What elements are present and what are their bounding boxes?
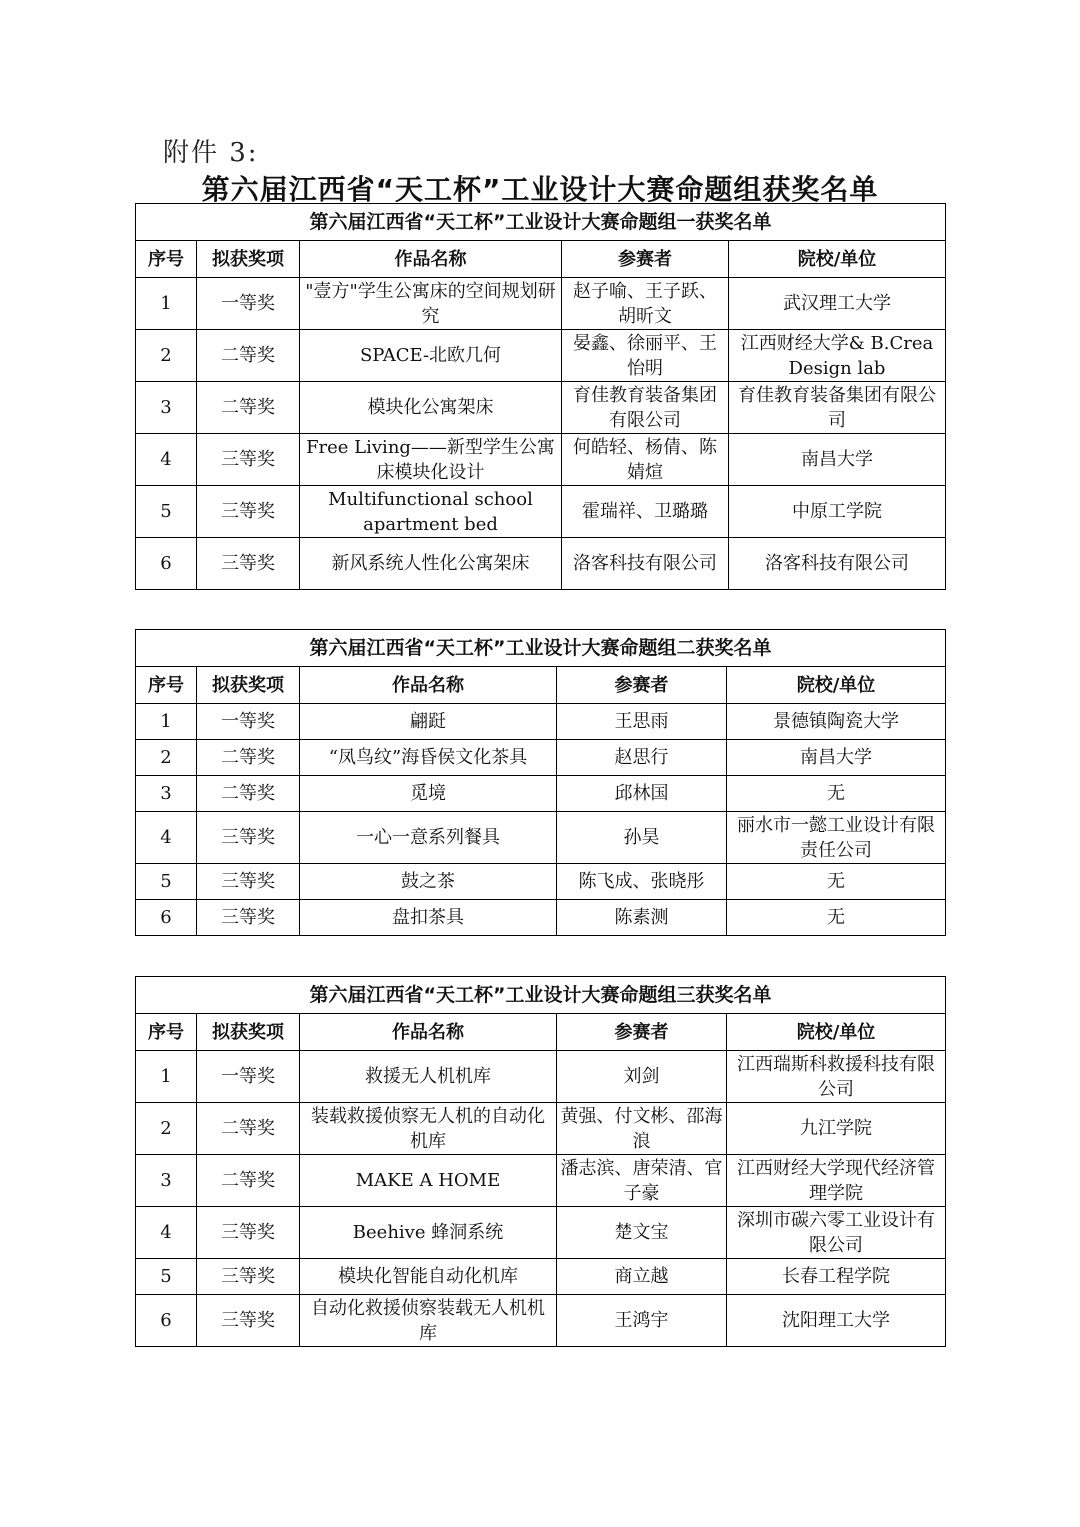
header-index: 序号: [136, 1014, 197, 1051]
cell-award: 二等奖: [197, 330, 300, 382]
table-caption: 第六届江西省“天工杯”工业设计大赛命题组二获奖名单: [136, 630, 946, 667]
cell-participants: 霍瑞祥、卫璐璐: [562, 486, 729, 538]
header-award: 拟获奖项: [197, 241, 300, 278]
table-row: [136, 1155, 946, 1207]
table-row: [136, 740, 946, 776]
cell-award: 三等奖: [197, 864, 300, 900]
cell-award: 三等奖: [197, 486, 300, 538]
cell-institution: 丽水市一懿工业设计有限责任公司: [727, 812, 946, 864]
cell-work: Free Living——新型学生公寓床模块化设计: [300, 434, 562, 486]
cell-participants: 洛客科技有限公司: [562, 538, 729, 590]
cell-index: 1: [136, 278, 197, 330]
table-caption: 第六届江西省“天工杯”工业设计大赛命题组一获奖名单: [136, 204, 946, 241]
cell-participants: 育佳教育装备集团有限公司: [562, 382, 729, 434]
cell-participants: 黄强、付文彬、邵海浪: [557, 1103, 727, 1155]
award-table-group-2: [135, 629, 946, 936]
cell-index: 6: [136, 1295, 197, 1347]
cell-work: 模块化公寓架床: [300, 382, 562, 434]
cell-work: 救援无人机机库: [300, 1051, 557, 1103]
table-row: [136, 486, 946, 538]
table-header-row: [136, 1014, 946, 1051]
table-row: [136, 330, 946, 382]
cell-work: 翩跹: [300, 704, 557, 740]
cell-index: 4: [136, 1207, 197, 1259]
cell-award: 一等奖: [197, 278, 300, 330]
cell-institution: 沈阳理工大学: [727, 1295, 946, 1347]
header-work: 作品名称: [300, 667, 557, 704]
cell-participants: 楚文宝: [557, 1207, 727, 1259]
cell-work: 一心一意系列餐具: [300, 812, 557, 864]
cell-award: 二等奖: [197, 1103, 300, 1155]
cell-award: 三等奖: [197, 1207, 300, 1259]
cell-work: Beehive 蜂洞系统: [300, 1207, 557, 1259]
cell-award: 三等奖: [197, 434, 300, 486]
cell-institution: 无: [727, 864, 946, 900]
award-table-group-1: [135, 203, 946, 590]
cell-index: 4: [136, 812, 197, 864]
cell-index: 3: [136, 1155, 197, 1207]
cell-award: 三等奖: [197, 900, 300, 936]
cell-work: 自动化救援侦察装载无人机机库: [300, 1295, 557, 1347]
cell-award: 二等奖: [197, 776, 300, 812]
cell-work: "壹方"学生公寓床的空间规划研究: [300, 278, 562, 330]
table-row: [136, 1103, 946, 1155]
table-row: [136, 1259, 946, 1295]
header-index: 序号: [136, 241, 197, 278]
cell-work: 装载救援侦察无人机的自动化机库: [300, 1103, 557, 1155]
table-header-row: [136, 667, 946, 704]
cell-award: 三等奖: [197, 538, 300, 590]
award-table-group-3: [135, 976, 946, 1347]
table-row: [136, 704, 946, 740]
cell-institution: 育佳教育装备集团有限公司: [729, 382, 946, 434]
cell-participants: 刘剑: [557, 1051, 727, 1103]
header-participants: 参赛者: [557, 1014, 727, 1051]
cell-work: SPACE-北欧几何: [300, 330, 562, 382]
cell-institution: 长春工程学院: [727, 1259, 946, 1295]
cell-index: 4: [136, 434, 197, 486]
cell-institution: 九江学院: [727, 1103, 946, 1155]
header-participants: 参赛者: [557, 667, 727, 704]
table-row: [136, 1295, 946, 1347]
cell-index: 3: [136, 776, 197, 812]
cell-work: 鼓之茶: [300, 864, 557, 900]
header-institution: 院校/单位: [727, 1014, 946, 1051]
header-work: 作品名称: [300, 241, 562, 278]
cell-award: 二等奖: [197, 740, 300, 776]
table-row: [136, 538, 946, 590]
header-institution: 院校/单位: [727, 667, 946, 704]
cell-participants: 王思雨: [557, 704, 727, 740]
header-work: 作品名称: [300, 1014, 557, 1051]
attachment-label: 附件 3:: [163, 138, 259, 168]
cell-award: 一等奖: [197, 704, 300, 740]
cell-participants: 商立越: [557, 1259, 727, 1295]
cell-institution: 南昌大学: [727, 740, 946, 776]
cell-index: 2: [136, 1103, 197, 1155]
cell-work: 盘扣茶具: [300, 900, 557, 936]
table-row: [136, 434, 946, 486]
cell-index: 5: [136, 486, 197, 538]
cell-index: 6: [136, 900, 197, 936]
table-caption: 第六届江西省“天工杯”工业设计大赛命题组三获奖名单: [136, 977, 946, 1014]
cell-institution: 南昌大学: [729, 434, 946, 486]
cell-institution: 景德镇陶瓷大学: [727, 704, 946, 740]
cell-index: 2: [136, 330, 197, 382]
cell-participants: 赵子喻、王子跃、胡昕文: [562, 278, 729, 330]
header-award: 拟获奖项: [197, 667, 300, 704]
table-row: [136, 382, 946, 434]
cell-award: 三等奖: [197, 1259, 300, 1295]
cell-institution: 江西瑞斯科救援科技有限公司: [727, 1051, 946, 1103]
cell-index: 5: [136, 1259, 197, 1295]
cell-award: 二等奖: [197, 1155, 300, 1207]
cell-index: 1: [136, 704, 197, 740]
table-header-row: [136, 241, 946, 278]
header-institution: 院校/单位: [729, 241, 946, 278]
cell-participants: 潘志滨、唐荣清、官子豪: [557, 1155, 727, 1207]
cell-work: MAKE A HOME: [300, 1155, 557, 1207]
cell-participants: 何皓轻、杨倩、陈婧煊: [562, 434, 729, 486]
cell-award: 一等奖: [197, 1051, 300, 1103]
header-award: 拟获奖项: [197, 1014, 300, 1051]
document-title: 第六届江西省“天工杯”工业设计大赛命题组获奖名单: [201, 173, 879, 206]
cell-work: Multifunctional school apartment bed: [300, 486, 562, 538]
cell-index: 3: [136, 382, 197, 434]
cell-index: 5: [136, 864, 197, 900]
table-row: [136, 1207, 946, 1259]
cell-participants: 晏鑫、徐丽平、王怡明: [562, 330, 729, 382]
header-participants: 参赛者: [562, 241, 729, 278]
cell-institution: 无: [727, 900, 946, 936]
cell-participants: 王鸿宇: [557, 1295, 727, 1347]
cell-participants: 陈素测: [557, 900, 727, 936]
cell-index: 2: [136, 740, 197, 776]
cell-index: 6: [136, 538, 197, 590]
cell-institution: 江西财经大学现代经济管理学院: [727, 1155, 946, 1207]
cell-work: 觅境: [300, 776, 557, 812]
cell-institution: 洛客科技有限公司: [729, 538, 946, 590]
cell-work: 模块化智能自动化机库: [300, 1259, 557, 1295]
table-row: [136, 776, 946, 812]
table-row: [136, 900, 946, 936]
cell-index: 1: [136, 1051, 197, 1103]
cell-institution: 中原工学院: [729, 486, 946, 538]
cell-participants: 陈飞成、张晓彤: [557, 864, 727, 900]
cell-work: “凤鸟纹”海昏侯文化茶具: [300, 740, 557, 776]
cell-institution: 武汉理工大学: [729, 278, 946, 330]
cell-work: 新风系统人性化公寓架床: [300, 538, 562, 590]
cell-participants: 孙昊: [557, 812, 727, 864]
cell-participants: 邱林国: [557, 776, 727, 812]
cell-award: 二等奖: [197, 382, 300, 434]
cell-institution: 深圳市碳六零工业设计有限公司: [727, 1207, 946, 1259]
cell-participants: 赵思行: [557, 740, 727, 776]
table-row: [136, 278, 946, 330]
cell-award: 三等奖: [197, 1295, 300, 1347]
cell-institution: 无: [727, 776, 946, 812]
table-row: [136, 864, 946, 900]
table-row: [136, 1051, 946, 1103]
cell-institution: 江西财经大学& B.Crea Design lab: [729, 330, 946, 382]
cell-award: 三等奖: [197, 812, 300, 864]
header-index: 序号: [136, 667, 197, 704]
table-row: [136, 812, 946, 864]
